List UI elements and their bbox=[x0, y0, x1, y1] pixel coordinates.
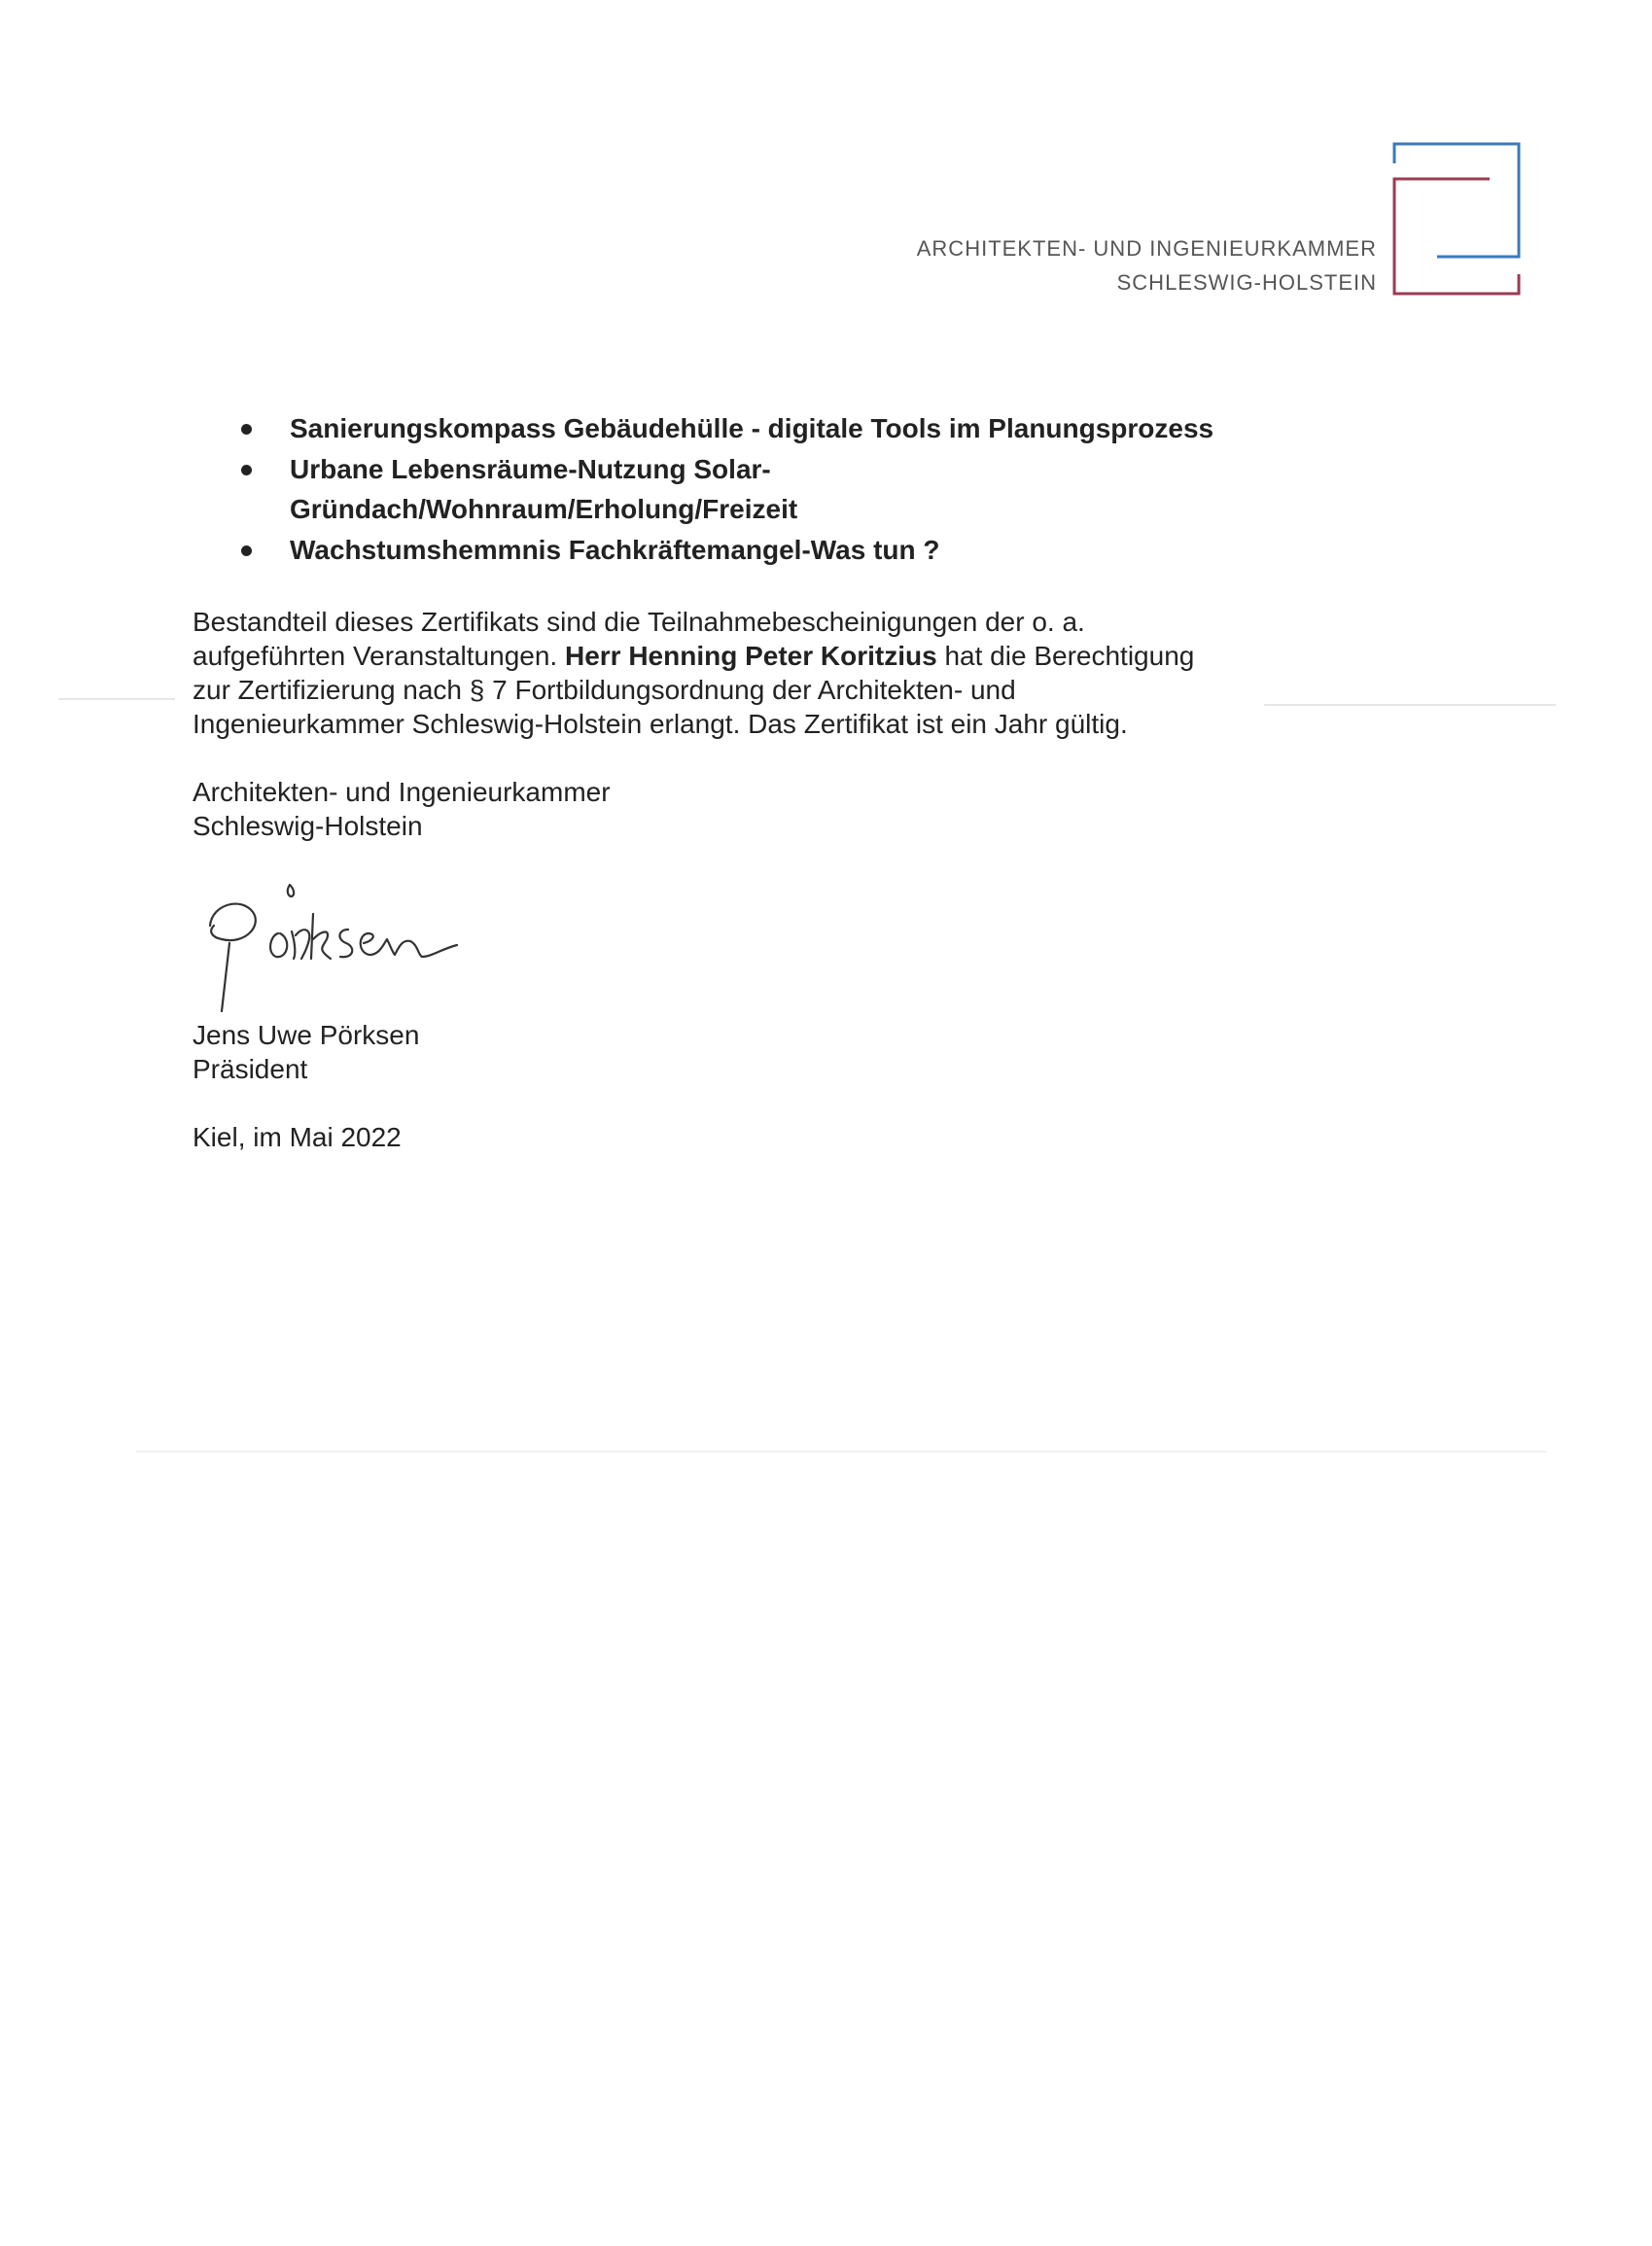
paragraph-line-2 bbox=[193, 639, 1359, 673]
signer-block bbox=[193, 1018, 419, 1086]
signer-name: Jens Uwe Pörksen bbox=[193, 1020, 420, 1050]
certificate-paragraph bbox=[193, 605, 1359, 741]
bullet-icon bbox=[241, 545, 252, 556]
event-title: Wachstumshemmnis Fachkräftemangel-Was tun ? bbox=[290, 535, 940, 565]
scan-artifact bbox=[1264, 704, 1556, 706]
paragraph-line-3: zur Zertifizierung nach § 7 Fortbildungsordnung der Architekten- und bbox=[193, 675, 1016, 705]
issuing-organization bbox=[193, 775, 611, 843]
issue-date: Kiel, im Mai 2022 bbox=[193, 1122, 402, 1152]
organization-line-1: Architekten- und Ingenieurkammer bbox=[193, 777, 611, 807]
paragraph-text: aufgeführten Veranstaltungen. bbox=[193, 641, 565, 671]
list-item bbox=[193, 530, 1359, 570]
scan-artifact bbox=[58, 698, 175, 700]
signature-icon bbox=[202, 875, 484, 1021]
letterhead-line-1: ARCHITEKTEN- UND INGENIEURKAMMER bbox=[916, 236, 1377, 261]
paragraph-line-1: Bestandteil dieses Zertifikats sind die Teilnahmebescheinigungen der o. a. bbox=[193, 607, 1085, 637]
paragraph-text: hat die Berechtigung bbox=[936, 641, 1195, 671]
bullet-icon bbox=[241, 424, 252, 435]
event-title: Sanierungskompass Gebäudehülle - digitale Tools im Planungsprozess bbox=[290, 413, 1214, 443]
recipient-name: Herr Henning Peter Koritzius bbox=[564, 641, 937, 671]
organization-line-2: Schleswig-Holstein bbox=[193, 811, 423, 841]
list-item bbox=[193, 449, 1359, 529]
paragraph-line-4: Ingenieurkammer Schleswig-Holstein erlangt. Das Zertifikat ist ein Jahr gültig. bbox=[193, 709, 1128, 739]
list-item bbox=[193, 408, 1359, 448]
scan-artifact bbox=[136, 1451, 1546, 1453]
letterhead-line-2: SCHLESWIG-HOLSTEIN bbox=[1116, 270, 1377, 295]
signer-title: Präsident bbox=[193, 1054, 308, 1084]
letterhead bbox=[917, 231, 1377, 299]
chamber-logo-icon bbox=[1392, 142, 1521, 298]
bullet-icon bbox=[241, 465, 252, 475]
event-list bbox=[193, 408, 1359, 571]
event-title: Urbane Lebensräume-Nutzung Solar- bbox=[290, 454, 771, 484]
event-title-continued: Gründach/Wohnraum/Erholung/Freizeit bbox=[290, 494, 798, 524]
